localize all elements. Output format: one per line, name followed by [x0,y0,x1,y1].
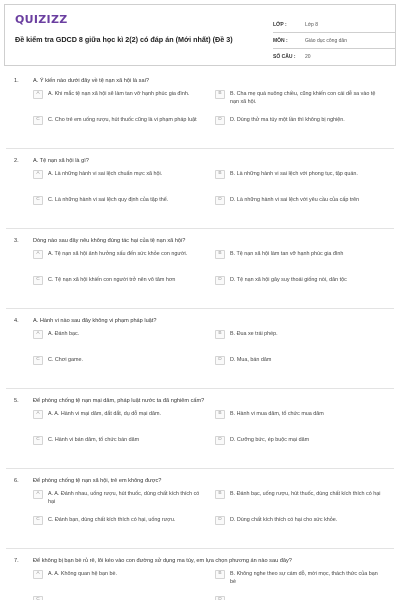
option-text: A. A. Hành vi mại dâm, dắt dắt, dụ dỗ mại dâm. [48,411,161,417]
option-text: C. Chơi game. [48,357,83,363]
option-text: D. Mua, bán dâm [230,357,272,363]
meta-row-class [273,17,395,33]
answer-option-a[interactable] [33,170,201,179]
question-head [0,474,400,488]
question-6 [0,474,400,554]
option-text: C. Là những hành vi sai lệch quy định của tập thể. [48,197,169,203]
option-text: B. Hành vi mua dâm, tổ chức mua dâm [230,411,324,417]
answer-option-a[interactable] [33,490,201,507]
option-letter-badge: B [215,330,225,339]
question-text: A. Tệ nạn xã hội là gì? [33,158,89,164]
answer-option-d[interactable] [215,196,383,205]
option-text: A. Tệ nạn xã hội ảnh hưởng xấu đến sức khỏe con người. [48,251,188,257]
question-divider [6,228,394,229]
option-letter-badge: C [33,196,43,205]
option-text: C. Đánh bạn, dùng chất kích thích có hại, uống rượu. [48,517,176,523]
question-number: 7. [14,558,19,564]
answer-option-b[interactable] [215,170,383,179]
answer-option-b[interactable] [215,90,383,107]
option-letter-badge: A [33,90,43,99]
question-text: A. Ý kiến nào dưới đây về tệ nạn xã hội là sai? [33,78,149,84]
answer-option-c[interactable] [33,516,201,525]
question-number: 5. [14,398,19,404]
option-text: B. Đua xe trái phép. [230,331,278,337]
answer-option-c[interactable] [33,436,201,445]
option-letter-badge: D [215,516,225,525]
question-head [0,394,400,408]
option-letter-badge: B [215,170,225,179]
meta-value: 20 [305,54,311,60]
question-divider [6,148,394,149]
question-text: Để phòng chống tệ nạn xã hội, trẻ em không được? [33,478,162,484]
question-3 [0,234,400,314]
question-2 [0,154,400,234]
option-letter-badge: D [215,276,225,285]
option-text: D. Là những hành vi sai lệch với yêu cầu của cấp trên [230,197,360,203]
question-divider [6,388,394,389]
option-text: D. Tệ nạn xã hội gây suy thoái giống nòi, dân tộc [230,277,347,283]
question-head [0,74,400,88]
meta-key: SỐ CÂU : [273,54,296,60]
option-text: A. Là những hành vi sai lệch chuẩn mực xã hội. [48,171,163,177]
option-letter-badge: C [33,276,43,285]
option-letter-badge: A [33,490,43,499]
answer-option-a[interactable] [33,410,201,419]
question-5 [0,394,400,474]
question-text: Dòng nào sau đây nêu không đúng tác hại của tệ nạn xã hội? [33,238,186,244]
option-letter-badge: A [33,250,43,259]
option-text: B. Không nghe theo sự cám dỗ, mời mọc, thách thức của bạn bè [230,571,378,585]
option-letter-badge: D [215,596,225,600]
answer-option-a[interactable] [33,250,201,259]
question-4 [0,314,400,394]
worksheet-header [4,4,396,66]
question-divider [6,308,394,309]
option-letter-badge: D [215,196,225,205]
answer-option-c[interactable] [33,196,201,205]
answer-option-d[interactable] [215,436,383,445]
option-letter-badge: D [215,436,225,445]
question-head [0,154,400,168]
worksheet-title: Đề kiểm tra GDCD 8 giữa học kì 2(2) có đáp án (Mới nhất) (Đề 3) [15,35,233,44]
option-text: B. Là những hành vi sai lệch với phong tục, tập quán. [230,171,358,177]
option-letter-badge: A [33,410,43,419]
answer-option-b[interactable] [215,490,383,499]
option-letter-badge: D [215,356,225,365]
option-letter-badge: A [33,170,43,179]
option-letter-badge: B [215,410,225,419]
answer-option-d[interactable] [215,116,383,125]
answer-option-b[interactable] [215,330,383,339]
answer-option-d[interactable] [215,276,383,285]
option-letter-badge: C [33,436,43,445]
meta-row-count [273,49,395,65]
answer-option-b[interactable] [215,410,383,419]
question-1 [0,74,400,154]
answer-option-d[interactable] [215,516,383,525]
option-text: D. Dùng thử ma túy một lần thì không bị nghiện. [230,117,345,123]
option-text: B. Đánh bạc, uống rượu, hút thuốc, dùng chất kích thích có hại [230,491,381,497]
question-number: 1. [14,78,19,84]
question-number: 4. [14,318,19,324]
option-text: B. Cha mẹ quá nuông chiều, cũng khiến con cái dễ sa vào tệ nạn xã hội. [230,91,376,105]
option-letter-badge: C [33,116,43,125]
question-text: A. Hành vi nào sau đây không vi phạm pháp luật? [33,318,157,324]
question-head [0,234,400,248]
option-letter-badge: C [33,596,43,600]
option-text: A. Khi mắc tệ nạn xã hội sẽ làm tan vỡ hạnh phúc gia đình. [48,91,190,97]
question-number: 3. [14,238,19,244]
option-letter-badge: A [33,330,43,339]
answer-option-c[interactable] [33,116,201,125]
answer-option-a[interactable] [33,90,201,99]
question-list [0,74,400,600]
option-text: D. Cưỡng bức, ép buộc mại dâm [230,437,310,443]
meta-row-subject [273,33,395,49]
option-text: C. Tệ nạn xã hội khiến con người trở nên vô tâm hơn [48,277,176,283]
meta-value: Lớp 8 [305,21,319,28]
option-letter-badge: B [215,490,225,499]
question-number: 2. [14,158,19,164]
answer-option-b[interactable] [215,570,383,587]
answer-option-a[interactable] [33,570,201,579]
answer-option-b[interactable] [215,250,383,259]
question-divider [6,548,394,549]
question-number: 6. [14,478,19,484]
answer-option-d[interactable] [215,356,383,365]
option-text: A. Đánh bạc. [48,331,80,337]
option-letter-badge: C [33,516,43,525]
answer-option-c[interactable] [33,356,201,365]
option-text: C. Hành vi bán dâm, tổ chức bán dâm [48,437,140,443]
question-7 [0,554,400,600]
option-letter-badge: B [215,570,225,579]
worksheet-meta [273,17,395,65]
question-text: Để không bị bạn bè rủ rê, lôi kéo vào con đường sử dụng ma túy, em lựa chọn phương án nào sau đây? [33,558,292,564]
option-letter-badge: A [33,570,43,579]
option-text: C. Cho trẻ em uống rượu, hút thuốc cũng là vi phạm pháp luật [48,117,197,123]
option-text: D. Dùng chất kích thích có hại cho sức khỏe. [230,517,338,523]
question-divider [6,468,394,469]
answer-option-a[interactable] [33,330,201,339]
meta-key: LỚP : [273,21,287,28]
option-text: A. A. Đánh nhau, uống rượu, hút thuốc, dùng chất kích thích có hại [48,491,200,505]
option-letter-badge: C [33,356,43,365]
question-head [0,314,400,328]
quizizz-logo: QUIZIZZ [15,13,68,26]
option-letter-badge: B [215,250,225,259]
answer-option-d[interactable] [215,596,383,600]
question-head [0,554,400,568]
option-letter-badge: B [215,90,225,99]
meta-key: MÔN : [273,37,288,44]
option-letter-badge: D [215,116,225,125]
answer-option-c[interactable] [33,596,201,600]
question-text: Để phòng chống tệ nạn mại dâm, pháp luật nước ta đã nghiêm cấm? [33,398,205,404]
meta-value: Giáo dục công dân [305,37,347,44]
option-text: A. A. Không quan hệ bạn bè. [48,571,117,577]
answer-option-c[interactable] [33,276,201,285]
option-text: B. Tệ nạn xã hội làm tan vỡ hạnh phúc gia đình [230,251,344,257]
